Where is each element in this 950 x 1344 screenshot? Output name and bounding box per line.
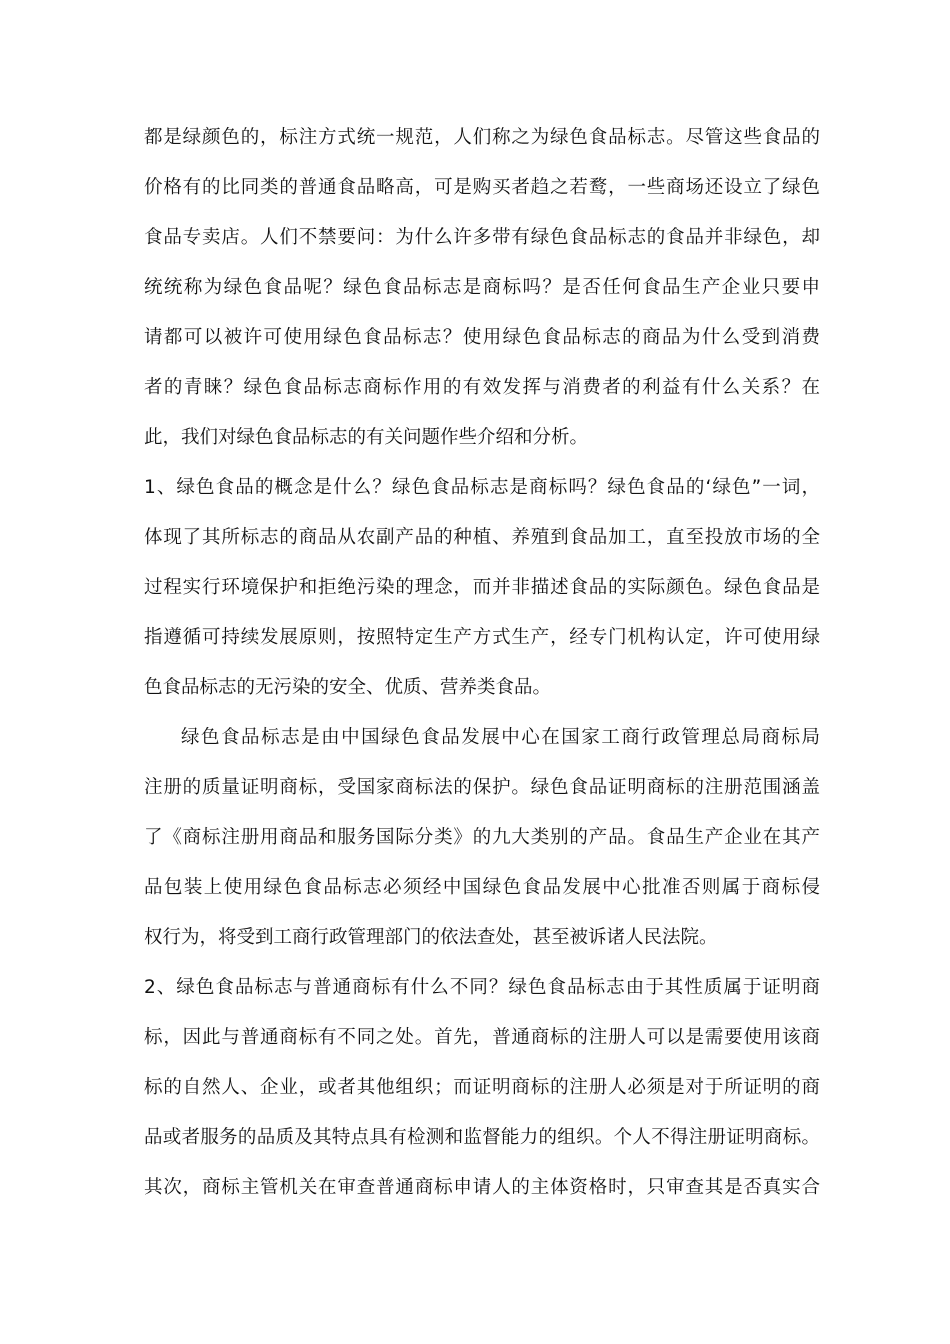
text-line: 品包装上使用绿色食品标志必须经中国绿色食品发展中心批准否则属于商标侵 [144,877,820,898]
text-line: 请都可以被许可使用绿色食品标志？使用绿色食品标志的商品为什么受到消费 [144,327,820,348]
text-line: 过程实行环境保护和拒绝污染的理念，而并非描述食品的实际颜色。绿色食品是 [144,577,820,598]
text-line: 者的青睐？绿色食品标志商标作用的有效发挥与消费者的利益有什么关系？在 [144,377,820,398]
text-line: 都是绿颜色的，标注方式统一规范，人们称之为绿色食品标志。尽管这些食品的 [144,127,820,148]
text-line: 价格有的比同类的普通食品略高，可是购买者趋之若鹜，一些商场还设立了绿色 [144,177,820,198]
text-line: 注册的质量证明商标，受国家商标法的保护。绿色食品证明商标的注册范围涵盖 [144,777,820,798]
document-body [144,113,820,1213]
text-line: 标的自然人、企业，或者其他组织；而证明商标的注册人必须是对于所证明的商 [144,1077,820,1098]
text-line: 了《商标注册用商品和服务国际分类》的九大类别的产品。食品生产企业在其产 [144,827,820,848]
text-line: 权行为，将受到工商行政管理部门的依法查处，甚至被诉诸人民法院。 [144,927,718,948]
text-line: 2、绿色食品标志与普通商标有什么不同？绿色食品标志由于其性质属于证明商 [144,977,820,998]
text-line: 标，因此与普通商标有不同之处。首先，普通商标的注册人可以是需要使用该商 [144,1027,820,1048]
text-line: 此，我们对绿色食品标志的有关问题作些介绍和分析。 [144,427,589,448]
text-line: 指遵循可持续发展原则，按照特定生产方式生产，经专门机构认定，许可使用绿 [144,627,820,648]
text-line: 统统称为绿色食品呢？绿色食品标志是商标吗？是否任何食品生产企业只要申 [144,277,820,298]
text-line: 绿色食品标志是由中国绿色食品发展中心在国家工商行政管理总局商标局 [181,727,820,748]
text-line: 1、绿色食品的概念是什么？绿色食品标志是商标吗？绿色食品的‘绿色”一词， [144,477,820,498]
text-line: 其次，商标主管机关在审查普通商标申请人的主体资格时，只审查其是否真实合 [144,1177,820,1198]
text-line: 品或者服务的品质及其特点具有检测和监督能力的组织。个人不得注册证明商标。 [144,1127,820,1148]
text-line: 体现了其所标志的商品从农副产品的种植、养殖到食品加工，直至投放市场的全 [144,527,820,548]
text-line: 色食品标志的无污染的安全、优质、营养类食品。 [144,677,552,698]
text-line: 食品专卖店。人们不禁要问：为什么许多带有绿色食品标志的食品并非绿色，却 [144,227,820,248]
